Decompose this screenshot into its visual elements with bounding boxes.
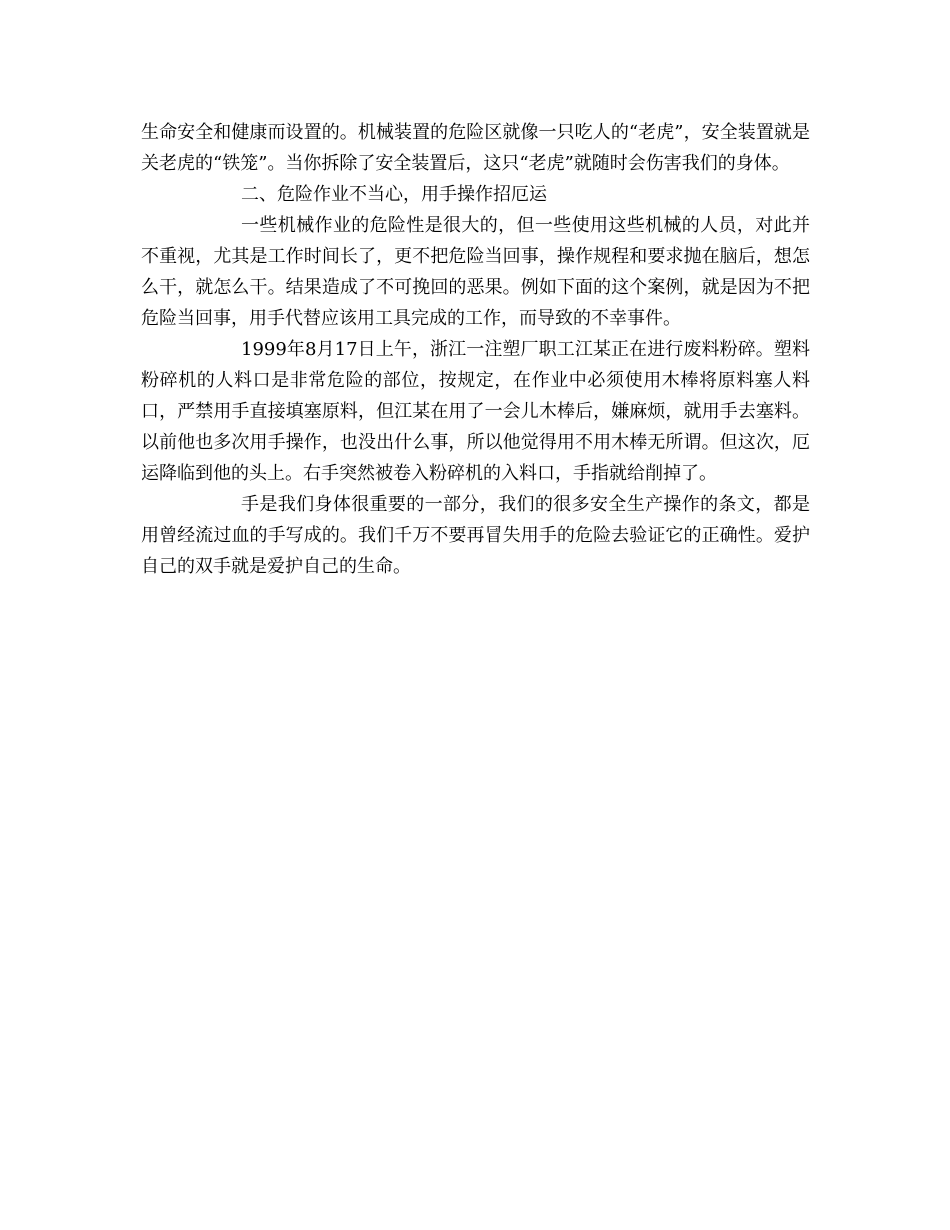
paragraph-conclusion: 手是我们身体很重要的一部分，我们的很多安全生产操作的条文，都是用曾经流过血的手写成的。我们千万不要再冒失用手的危险去验证它的正确性。爱护自己的双手就是爱护自己的生命。	[141, 494, 810, 577]
section-heading: 二、危险作业不当心，用手操作招厄运	[241, 184, 547, 205]
document-page	[141, 117, 810, 582]
paragraph-continuation: 生命安全和健康而设置的。机械装置的危险区就像一只吃人的“老虎”，安全装置就是关老虎的“铁笼”。当你拆除了安全装置后，这只“老虎”就随时会伤害我们的身体。	[141, 122, 810, 174]
paragraph-case: 1999年8月17日上午，浙江一注塑厂职工江某正在进行废料粉碎。塑料粉碎机的人料口是非常危险的部位，按规定，在作业中必须使用木棒将原料塞人料口，严禁用手直接填塞原料，但江某在用了一会儿木棒后，嫌麻烦，就用手去塞料。以前他也多次用手操作，也没出什么事，所以他觉得用不用木棒无所谓。但这次，厄运降临到他的头上。右手突然被卷入粉碎机的入料口，手指就给削掉了。	[141, 339, 810, 484]
paragraph-intro: 一些机械作业的危险性是很大的，但一些使用这些机械的人员，对此并不重视，尤其是工作时间长了，更不把危险当回事，操作规程和要求抛在脑后，想怎么干，就怎么干。结果造成了不可挽回的恶果。例如下面的这个案例，就是因为不把危险当回事，用手代替应该用工具完成的工作，而导致的不幸事件。	[141, 215, 810, 329]
